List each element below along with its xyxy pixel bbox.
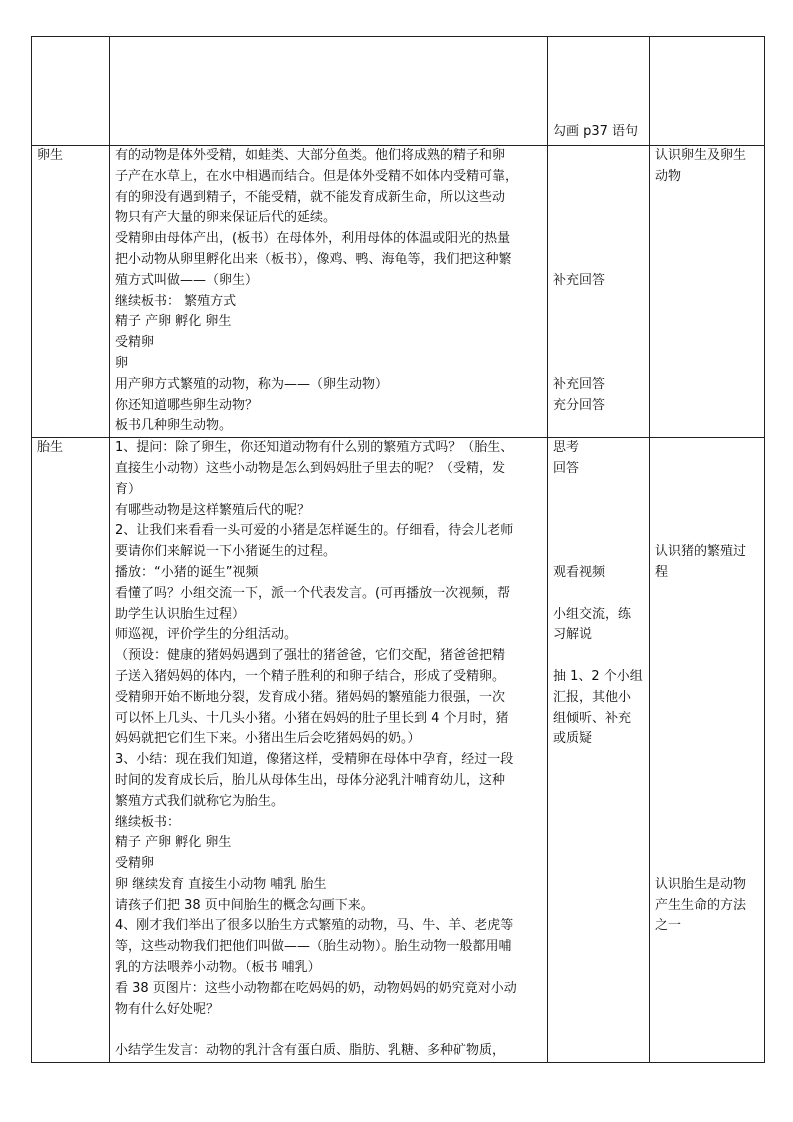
- text-line: 受精卵开始不断地分裂，发育成小猪。猪妈妈的繁殖能力很强，一次: [115, 689, 506, 705]
- goal-line: [655, 667, 759, 688]
- lesson-plan-table: [31, 36, 765, 1063]
- student-line: [553, 354, 644, 375]
- student-line: 组倾听、补充: [553, 710, 632, 726]
- student-line: 思考: [553, 440, 580, 456]
- goal-line: [655, 459, 759, 480]
- goal-line: [655, 480, 759, 501]
- goal-line: [655, 625, 759, 646]
- goal-line: 动物: [655, 168, 682, 184]
- student-line: [553, 188, 644, 209]
- goal-line: [655, 813, 759, 834]
- goal-cell: [650, 438, 765, 1063]
- text-line: 受精卵: [115, 856, 155, 872]
- student-line: [553, 208, 644, 229]
- student-line: [553, 480, 644, 501]
- student-line: [553, 167, 644, 188]
- text-line: 3、小结：现在我们知道，像猪这样，受精卵在母体中孕育，经过一段: [115, 752, 514, 768]
- text-line: 卵: [115, 355, 129, 371]
- label-cell: [32, 438, 110, 1063]
- student-line: [553, 333, 644, 354]
- goal-line: [655, 584, 759, 605]
- goal-line: [655, 646, 759, 667]
- text-line: 时间的发育成长后，胎儿从母体生出，母体分泌乳汁哺育幼儿，这种: [115, 772, 506, 788]
- student-line: [553, 250, 644, 271]
- student-line: [553, 646, 644, 667]
- table-row-viviparous: [32, 438, 765, 1063]
- goal-line: [655, 729, 759, 750]
- goal-line: [655, 438, 759, 459]
- student-line: [553, 229, 644, 250]
- student-line: [553, 312, 644, 333]
- student-line: 习解说: [553, 627, 593, 643]
- student-line: 补充回答: [553, 376, 606, 392]
- goal-line: [655, 750, 759, 771]
- text-line: 殖方式叫做——（卵生）: [115, 272, 259, 288]
- text-line: 等，这些动物我们把他们叫做——（胎生动物）。胎生动物一般都用哺: [115, 939, 512, 955]
- text-line: 繁殖方式我们就称它为胎生。: [115, 793, 285, 809]
- text-line: 继续板书：: [115, 814, 181, 830]
- student-line: [553, 584, 644, 605]
- student-line: [553, 521, 644, 542]
- text-line: 师巡视，评价学生的分组活动。: [115, 627, 298, 643]
- text-line: 4、刚才我们举出了很多以胎生方式繁殖的动物，马、牛、羊、老虎等: [115, 918, 514, 934]
- text-line: 育）: [115, 481, 142, 497]
- student-line: 汇报，其他小: [553, 689, 632, 705]
- text-line: 物只有产大量的卵来保证后代的延续。: [115, 210, 337, 226]
- text-line: 子送入猪妈妈的体内，一个精子胜利的和卵子结合，形成了受精卵。: [115, 668, 506, 684]
- goal-cell: [650, 37, 765, 146]
- row-label: 卵生: [37, 148, 64, 163]
- text-line: 有的卵没有遇到精子，不能受精，就不能发育成新生命，所以这些动: [115, 189, 506, 205]
- text-line: 看懂了吗？小组交流一下，派一个代表发言。(可再播放一次视频，帮: [115, 585, 511, 601]
- label-cell: [32, 146, 110, 438]
- text-line: 可以怀上几头、十几头小猪。小猪在妈妈的肚子里长到 4 个月时，猪: [115, 710, 509, 726]
- student-line: [553, 416, 644, 437]
- text-line: 有的动物是体外受精，如蛙类、大部分鱼类。他们将成熟的精子和卵: [115, 148, 506, 163]
- text-line: 物有什么好处呢？: [115, 1001, 220, 1017]
- student-line: 观看视频: [553, 564, 606, 580]
- text-line: 播放：“小猪的诞生”视频: [115, 564, 259, 580]
- text-line: 请孩子们把 38 页中间胎生的概念勾画下来。: [115, 897, 374, 913]
- goal-line: [655, 709, 759, 730]
- student-line: [553, 542, 644, 563]
- text-line: 乳的方法喂养小动物。（板书 哺乳）: [115, 960, 321, 976]
- text-line: 2、让我们来看看一头可爱的小猪是怎样诞生的。仔细看，待会儿老师: [115, 523, 514, 539]
- goal-line: [655, 854, 759, 875]
- text-line: [115, 1020, 542, 1041]
- goal-line: 之一: [655, 918, 682, 934]
- goal-line: [655, 605, 759, 626]
- student-text: 勾画 p37 语句: [553, 124, 639, 140]
- text-line: 用产卵方式繁殖的动物，称为——（卵生动物）: [115, 376, 389, 392]
- text-line: 妈妈就把它们生下来。小猪出生后会吃猪妈妈的奶。）: [115, 731, 421, 747]
- goal-line: 程: [655, 564, 669, 580]
- goal-line: 认识胎生是动物: [655, 876, 747, 892]
- student-line: [553, 146, 644, 167]
- goal-line: [655, 688, 759, 709]
- text-line: （预设：健康的猪妈妈遇到了强壮的猪爸爸，它们交配，猪爸爸把精: [115, 648, 506, 664]
- text-line: 1、提问：除了卵生，你还知道动物有什么别的繁殖方式吗？（胎生、: [115, 440, 514, 456]
- text-line: 要请你们来解说一下小猪诞生的过程。: [115, 544, 337, 560]
- student-activity-cell: [548, 438, 650, 1063]
- text-line: 把小动物从卵里孵化出来（板书），像鸡、鸭、海龟等，我们把这种繁: [115, 251, 512, 267]
- goal-cell: [650, 146, 765, 438]
- teacher-activity-cell: [110, 37, 548, 146]
- text-line: 看 38 页图片：这些小动物都在吃妈妈的奶，动物妈妈的奶究竟对小动: [115, 980, 517, 996]
- text-line: 精子 产卵 孵化 卵生: [115, 314, 232, 330]
- student-line: 小组交流，练: [553, 606, 632, 622]
- table-row-continuation: [32, 37, 765, 146]
- text-line: 卵 继续发育 直接生小动物 哺乳 胎生: [115, 876, 327, 892]
- text-line: 受精卵: [115, 335, 155, 351]
- text-line: 你还知道哪些卵生动物？: [115, 397, 259, 413]
- row-label: 胎生: [37, 440, 64, 456]
- goal-line: [655, 771, 759, 792]
- text-line: 小结学生发言：动物的乳汁含有蛋白质、脂肪、乳糖、多种矿物质，: [115, 1043, 506, 1059]
- goal-line: 产生生命的方法: [655, 897, 747, 913]
- student-line: 补充回答: [553, 272, 606, 288]
- goal-line: [655, 833, 759, 854]
- student-line: 回答: [553, 460, 580, 476]
- text-line: 直接生小动物）这些小动物是怎么到妈妈肚子里去的呢？（受精，发: [115, 460, 506, 476]
- student-activity-cell: [548, 146, 650, 438]
- text-line: 有哪些动物是这样繁殖后代的呢？: [115, 502, 311, 518]
- text-line: 受精卵由母体产出，(板书）在母体外，利用母体的体温或阳光的热量: [115, 231, 511, 247]
- teacher-activity-cell: [110, 438, 548, 1063]
- goal-line: [655, 501, 759, 522]
- text-line: 继续板书： 繁殖方式: [115, 293, 237, 309]
- student-line: [553, 501, 644, 522]
- student-line: 或质疑: [553, 731, 593, 747]
- text-line: 板书几种卵生动物。: [115, 418, 233, 434]
- text-line: 助学生认识胎生过程）: [115, 606, 246, 622]
- table-row-oviparous: [32, 146, 765, 438]
- teacher-activity-cell: [110, 146, 548, 438]
- label-cell: [32, 37, 110, 146]
- text-line: 子产在水草上，在水中相遇而结合。但是体外受精不如体内受精可靠，: [115, 168, 519, 184]
- goal-line: [655, 521, 759, 542]
- student-activity-cell: [548, 37, 650, 146]
- goal-line: 认识猪的繁殖过: [655, 544, 747, 560]
- text-line: 精子 产卵 孵化 卵生: [115, 835, 232, 851]
- goal-line: [655, 792, 759, 813]
- goal-line: 认识卵生及卵生: [655, 148, 747, 163]
- student-line: [553, 292, 644, 313]
- student-line: 充分回答: [553, 397, 606, 413]
- student-line: 抽 1、2 个小组: [553, 668, 643, 684]
